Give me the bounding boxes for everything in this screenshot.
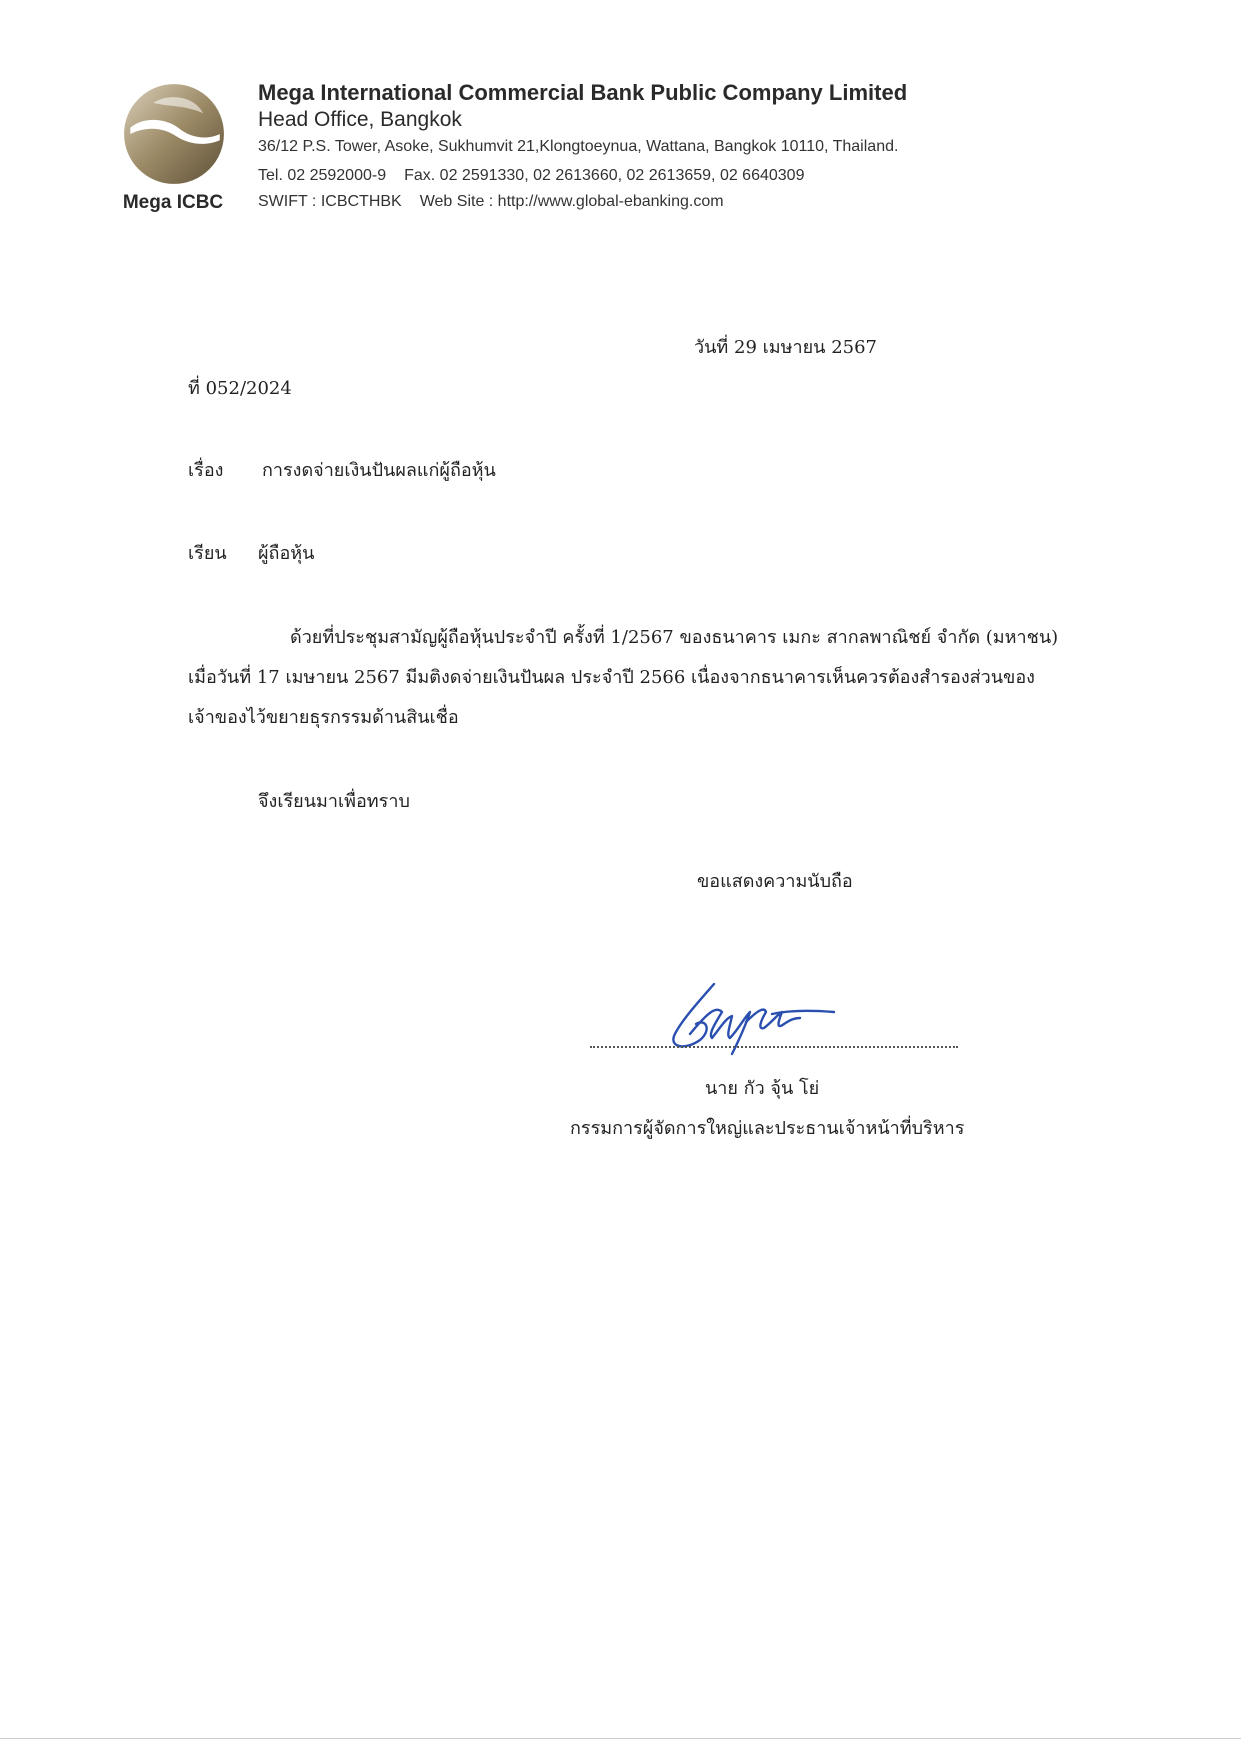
body-paragraph-line-2: เมื่อวันที่ 17 เมษายน 2567 มีมติงดจ่ายเงินปันผล ประจำปี 2566 เนื่องจากธนาคารเห็นควรต้องสำรองส่วนของ <box>188 667 1035 688</box>
body-paragraph-line-3: เจ้าของไว้ขยายธุรกรรมด้านสินเชื่อ <box>188 707 459 728</box>
contact-line <box>258 167 804 185</box>
recipient-text: ผู้ถือหุ้น <box>258 543 315 564</box>
signer-name: นาย กัว จุ้น โย่ <box>705 1078 820 1099</box>
closing-regards: ขอแสดงความนับถือ <box>697 871 853 892</box>
reference-number: ที่ 052/2024 <box>188 378 292 399</box>
subject-text: การงดจ่ายเงินปันผลแก่ผู้ถือหุ้น <box>262 460 496 481</box>
logo-caption: Mega ICBC <box>122 192 224 213</box>
inform-sentence: จึงเรียนมาเพื่อทราบ <box>258 791 410 812</box>
page-bottom-rule <box>0 1738 1241 1739</box>
fax: Fax. 02 2591330, 02 2613660, 02 2613659, 02 6640309 <box>404 167 805 184</box>
bank-logo-icon <box>122 82 226 186</box>
recipient-label: เรียน <box>188 543 227 564</box>
website: Web Site : http://www.global-ebanking.com <box>419 193 724 210</box>
head-office: Head Office, Bangkok <box>258 108 462 131</box>
body-paragraph-line-1: ด้วยที่ประชุมสามัญผู้ถือหุ้นประจำปี ครั้งที่ 1/2567 ของธนาคาร เมกะ สากลพาณิชย์ จำกัด (มหาชน) <box>290 627 1059 648</box>
letter-date: วันที่ 29 เมษายน 2567 <box>694 337 877 358</box>
bank-name: Mega International Commercial Bank Public Company Limited <box>258 80 908 105</box>
swift-web-line <box>258 193 724 211</box>
telephone: Tel. 02 2592000-9 <box>258 167 387 184</box>
bank-address: 36/12 P.S. Tower, Asoke, Sukhumvit 21,Klongtoeynua, Wattana, Bangkok 10110, Thailand. <box>258 138 899 155</box>
subject-label: เรื่อง <box>188 460 224 481</box>
signature-line <box>590 1046 958 1048</box>
signer-title: กรรมการผู้จัดการใหญ่และประธานเจ้าหน้าที่บริหาร <box>570 1118 965 1139</box>
swift-code: SWIFT : ICBCTHBK <box>258 193 402 210</box>
